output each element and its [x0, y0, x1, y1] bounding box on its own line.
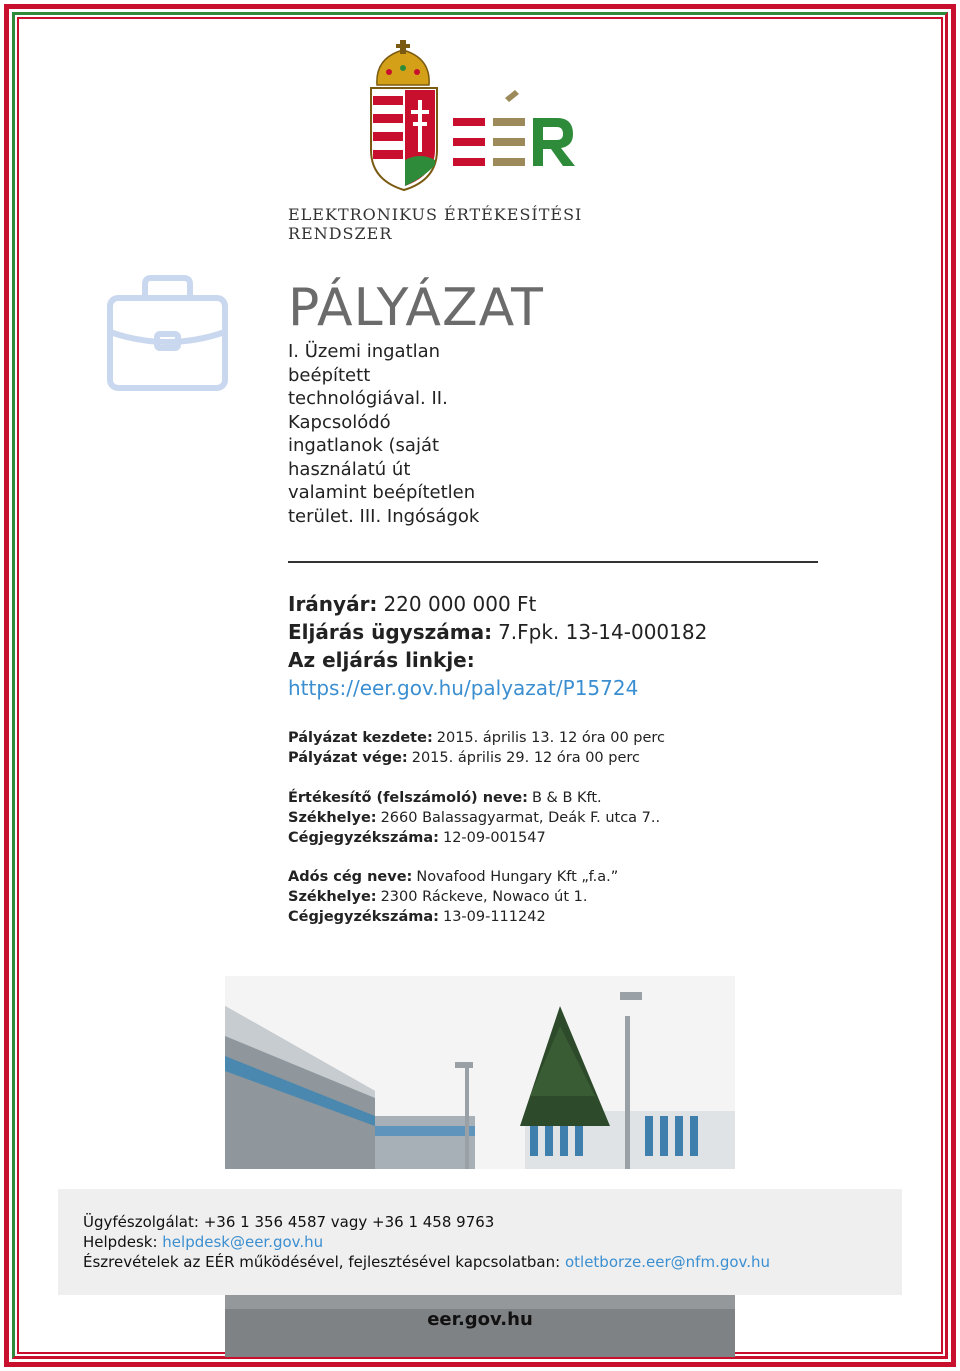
customer-service-phones: +36 1 356 4587 vagy +36 1 458 9763 [203, 1213, 495, 1231]
debtor-seat-label: Székhelye: [288, 889, 377, 905]
seller-reg-value: 12-09-001547 [442, 830, 546, 846]
property-photo [225, 976, 735, 1169]
seller-seat-label: Székhelye: [288, 810, 377, 826]
debtor-seat-value: 2300 Ráckeve, Nowaco út 1. [380, 889, 588, 905]
feedback-email-link[interactable]: otletborze.eer@nfm.gov.hu [564, 1253, 771, 1271]
auction-subject: I. Üzemi ingatlan beépített technológiával. II. Kapcsolódó ingatlanok (saját használatú út valamint beépítetlen terület. III. Ingóságok [288, 341, 480, 527]
helpdesk-email-link[interactable]: helpdesk@eer.gov.hu [162, 1233, 324, 1251]
case-number-value: 7.Fpk. 13-14-000182 [498, 620, 708, 644]
price-label: Irányár: [288, 592, 378, 616]
hungarian-coat-of-arms-icon [371, 40, 437, 190]
divider [288, 561, 818, 563]
eer-logo [365, 40, 585, 200]
customer-service-label: Ügyfészolgálat: [83, 1213, 199, 1231]
footer-site-link[interactable]: eer.gov.hu [427, 1309, 533, 1330]
helpdesk-label: Helpdesk: [83, 1233, 158, 1251]
seller-seat-value: 2660 Balassagyarmat, Deák F. utca 7.. [380, 810, 661, 826]
procedure-link-label-text: Az eljárás linkje: [288, 648, 475, 672]
briefcase-icon [105, 270, 230, 395]
price-row [288, 592, 536, 616]
debtor-reg-value: 13-09-111242 [442, 909, 546, 925]
end-date-row [288, 750, 640, 766]
procedure-link[interactable]: https://eer.gov.hu/palyazat/P15724 [288, 676, 639, 700]
debtor-reg-row [288, 909, 546, 925]
price-value: 220 000 000 Ft [383, 592, 537, 616]
eer-wordmark [453, 90, 575, 166]
debtor-seat-row [288, 889, 587, 905]
procedure-link-label [288, 648, 475, 672]
system-name: ELEKTRONIKUS ÉRTÉKESÍTÉSI RENDSZER [288, 205, 583, 243]
helpdesk-line [83, 1233, 323, 1251]
case-number-label: Eljárás ügyszáma: [288, 620, 493, 644]
seller-seat-row [288, 810, 660, 826]
customer-service-line [83, 1213, 494, 1231]
contact-box [58, 1189, 902, 1295]
debtor-reg-label: Cégjegyzékszáma: [288, 909, 439, 925]
case-number-row [288, 620, 707, 644]
end-date-value: 2015. április 29. 12 óra 00 perc [411, 750, 641, 766]
seller-reg-row [288, 830, 546, 846]
seller-name-label: Értékesítő (felszámoló) neve: [288, 790, 528, 806]
debtor-name-label: Adós cég neve: [288, 869, 413, 885]
start-date-label: Pályázat kezdete: [288, 730, 433, 746]
start-date-value: 2015. április 13. 12 óra 00 perc [436, 730, 666, 746]
debtor-name-value: Novafood Hungary Kft „f.a.” [416, 869, 619, 885]
start-date-row [288, 730, 665, 746]
feedback-line [83, 1253, 770, 1271]
end-date-label: Pályázat vége: [288, 750, 408, 766]
seller-name-value: B & B Kft. [531, 790, 602, 806]
debtor-name-row [288, 869, 618, 885]
seller-name-row [288, 790, 602, 806]
feedback-label: Észrevételek az EÉR működésével, fejlesztésével kapcsolatban: [83, 1253, 561, 1271]
page-title: PÁLYÁZAT [288, 278, 544, 338]
seller-reg-label: Cégjegyzékszáma: [288, 830, 439, 846]
